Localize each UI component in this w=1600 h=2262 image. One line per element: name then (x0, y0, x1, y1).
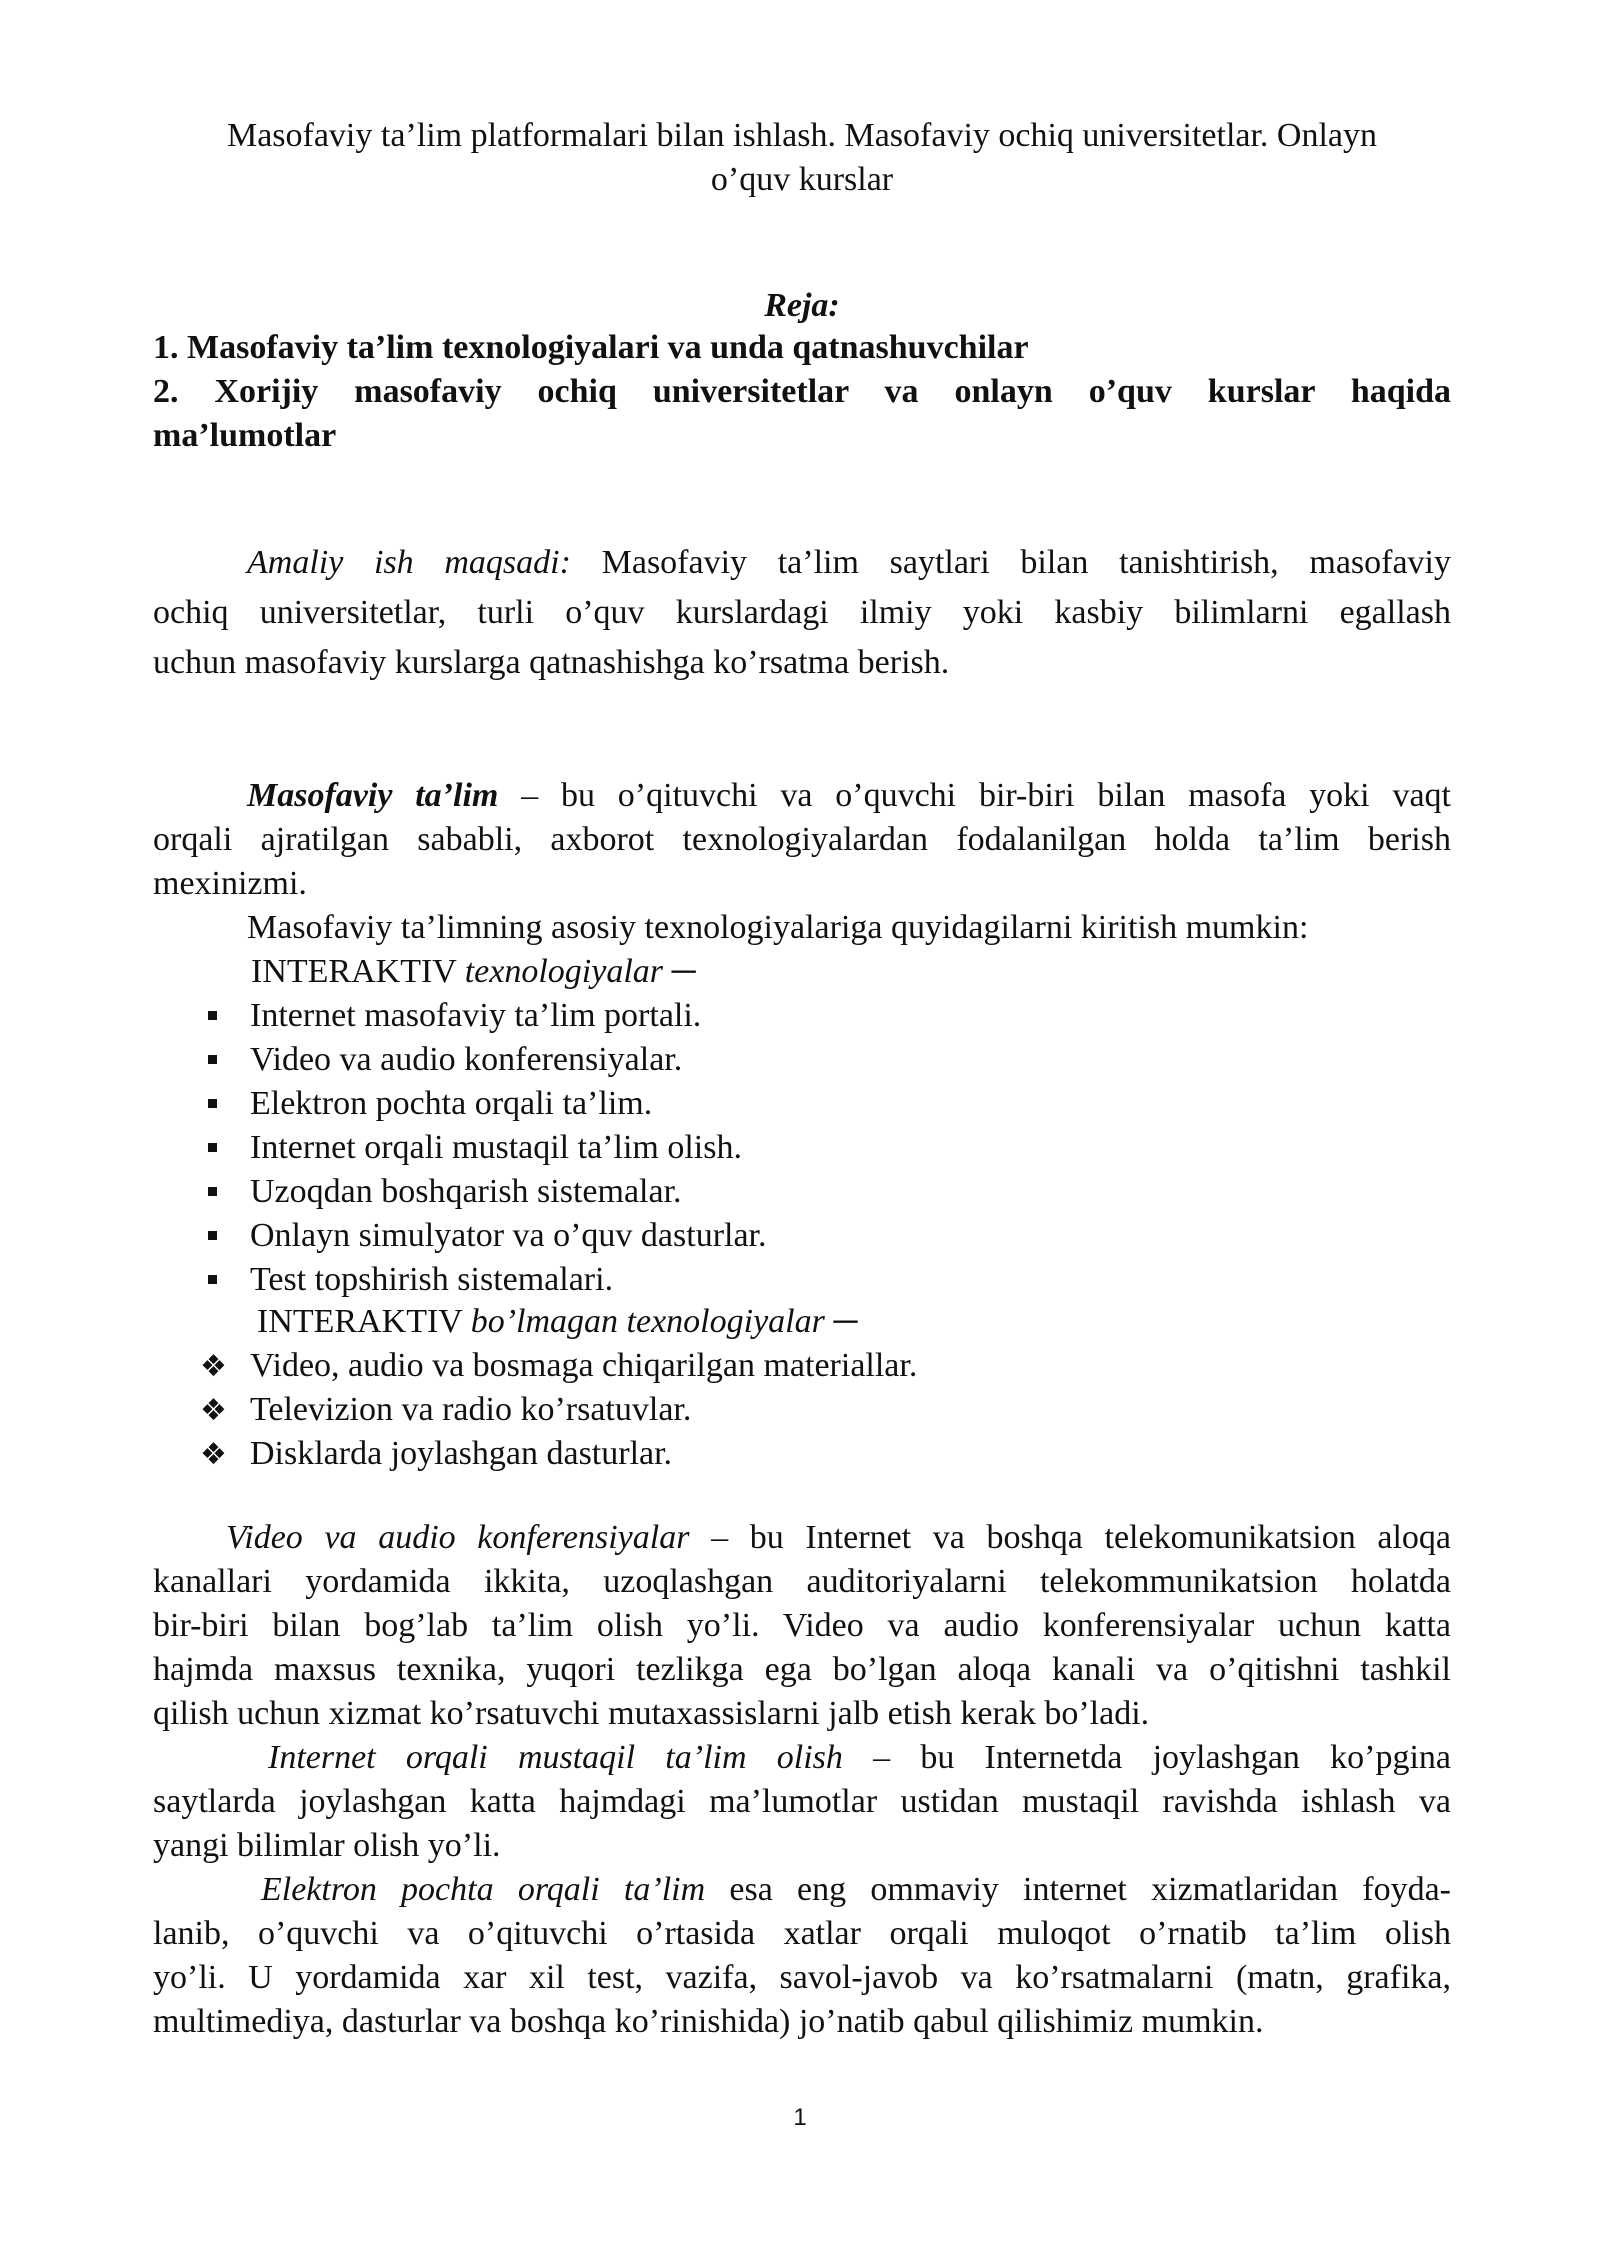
interactive-technology-item-label: Test topshirish sistemalari. (250, 1261, 614, 1298)
plan-item-2-line1: 2. Xorijiy masofaviy ochiq universitetlar va onlayn o’quv kurslar haqida (153, 373, 1451, 410)
interactive-technology-item (200, 1258, 613, 1302)
email-paragraph-line1: Elektron pochta orqali ta’lim esa eng ommaviy internet xizmatlaridan foyda- (261, 1871, 1451, 1908)
plan-item-2-line2: ma’lumotlar (153, 417, 337, 454)
definition-line2: orqali ajratilgan sababli, axborot texnologiyalardan fodalanilgan holda ta’lim berish (153, 821, 1451, 858)
definition-term: Masofaviy ta’lim (247, 777, 499, 814)
interactive-technology-item (200, 1038, 682, 1082)
interactive-technology-item-label: Internet orqali mustaqil ta’lim olish. (250, 1129, 742, 1166)
interactive-technology-item (200, 1170, 682, 1214)
interactive-technology-item-label: Onlayn simulyator va o’quv dasturlar. (250, 1217, 767, 1254)
technologies-intro: Masofaviy ta’limning asosiy texnologiyalariga quyidagilarni kiritish mumkin: (247, 909, 1309, 946)
diamond-bullet-icon: ❖ (200, 1349, 227, 1384)
plan-item-1: 1. Masofaviy ta’lim texnologiyalari va unda qatnashuvchilar (153, 329, 1029, 366)
goal-label: Amaliy ish maqsadi: (247, 544, 571, 581)
definition-line3: mexinizmi. (153, 865, 307, 902)
noninteractive-technology-item (200, 1432, 672, 1477)
interactive-technology-item-label: Uzoqdan boshqarish sistemalar. (250, 1173, 682, 1210)
interactive-technology-item (200, 994, 701, 1038)
page-number: 1 (793, 2104, 807, 2131)
plan-heading: Reja: (764, 287, 840, 324)
document-title-line2: o’quv kurslar (710, 161, 894, 198)
internet-paragraph-line3: yangi bilimlar olish yo’li. (153, 1827, 501, 1864)
square-bullet-icon (200, 1214, 250, 1258)
goal-paragraph-line2: ochiq universitetlar, turli o’quv kurslardagi ilmiy yoki kasbiy bilimlarni egallash (153, 594, 1451, 631)
square-bullet-icon (200, 994, 250, 1038)
interactive-technology-item (200, 1214, 767, 1258)
email-paragraph-line3: yo’li. U yordamida xar xil test, vazifa, savol-javob va ko’rsatmalarni (matn, grafika, (153, 1959, 1451, 1996)
video-paragraph-line2: kanallari yordamida ikkita, uzoqlashgan auditoriyalarni telekommunikatsion holatda (153, 1563, 1451, 1600)
definition-line1: Masofaviy ta’lim – bu o’qituvchi va o’quvchi bir-biri bilan masofa yoki vaqt (247, 777, 1451, 814)
email-paragraph-line4: multimediya, dasturlar va boshqa ko’rinishida) jo’natib qabul qilishimiz mumkin. (153, 2003, 1264, 2040)
noninteractive-technology-item (200, 1344, 917, 1389)
document-title-line1: Masofaviy ta’lim platformalari bilan ishlash. Masofaviy ochiq universitetlar. Onlayn (226, 117, 1378, 154)
square-bullet-icon (200, 1258, 250, 1302)
video-paragraph-line3: bir-biri bilan bog’lab ta’lim olish yo’li. Video va audio konferensiyalar uchun katta (153, 1607, 1451, 1644)
square-bullet-icon (200, 1082, 250, 1126)
video-paragraph-line5: qilish uchun xizmat ko’rsatuvchi mutaxassislarni jalb etish kerak bo’ladi. (153, 1695, 1150, 1732)
interactive-technology-item-label: Elektron pochta orqali ta’lim. (250, 1085, 653, 1122)
square-bullet-icon (200, 1038, 250, 1082)
goal-paragraph-line3: uchun masofaviy kurslarga qatnashishga ko’rsatma berish. (153, 644, 950, 681)
diamond-bullet-icon: ❖ (200, 1437, 227, 1472)
square-bullet-icon (200, 1170, 250, 1214)
noninteractive-technology-item (200, 1388, 691, 1433)
interactive-technology-item-label: Video va audio konferensiyalar. (250, 1041, 683, 1078)
email-paragraph-line2: lanib, o’quvchi va o’qituvchi o’rtasida xatlar orqali muloqot o’rnatib ta’lim olish (153, 1915, 1451, 1952)
interactive-technology-item (200, 1126, 742, 1170)
noninteractive-technology-item-label: Televizion va radio ko’rsatuvlar. (250, 1391, 692, 1428)
internet-paragraph-line2: saytlarda joylashgan katta hajmdagi ma’lumotlar ustidan mustaqil ravishda ishlash va (153, 1783, 1451, 1820)
noninteractive-heading: INTERAKTIV bo’lmagan texnologiyalar ─ (257, 1303, 858, 1340)
interactive-technology-item (200, 1082, 652, 1126)
interactive-heading: INTERAKTIV texnologiyalar ─ (251, 953, 696, 990)
diamond-bullet-icon: ❖ (200, 1393, 227, 1428)
square-bullet-icon (200, 1126, 250, 1170)
email-term: Elektron pochta orqali ta’lim (261, 1871, 706, 1908)
interactive-technology-item-label: Internet masofaviy ta’lim portali. (250, 997, 702, 1034)
goal-paragraph-line1: Amaliy ish maqsadi: Masofaviy ta’lim saytlari bilan tanishtirish, masofaviy (247, 544, 1452, 581)
noninteractive-technology-item-label: Disklarda joylashgan dasturlar. (250, 1435, 673, 1472)
noninteractive-technology-item-label: Video, audio va bosmaga chiqarilgan materiallar. (250, 1347, 918, 1384)
video-paragraph-line4: hajmda maxsus texnika, yuqori tezlikga ega bo’lgan aloqa kanali va o’qitishni tashkil (153, 1651, 1451, 1688)
video-paragraph-line1: Video va audio konferensiyalar – bu Internet va boshqa telekomunikatsion aloqa (226, 1519, 1451, 1556)
video-term: Video va audio konferensiyalar (226, 1519, 690, 1556)
internet-paragraph-line1: Internet orqali mustaqil ta’lim olish – bu Internetda joylashgan ko’pgina (268, 1739, 1451, 1776)
internet-term: Internet orqali mustaqil ta’lim olish (268, 1739, 843, 1776)
